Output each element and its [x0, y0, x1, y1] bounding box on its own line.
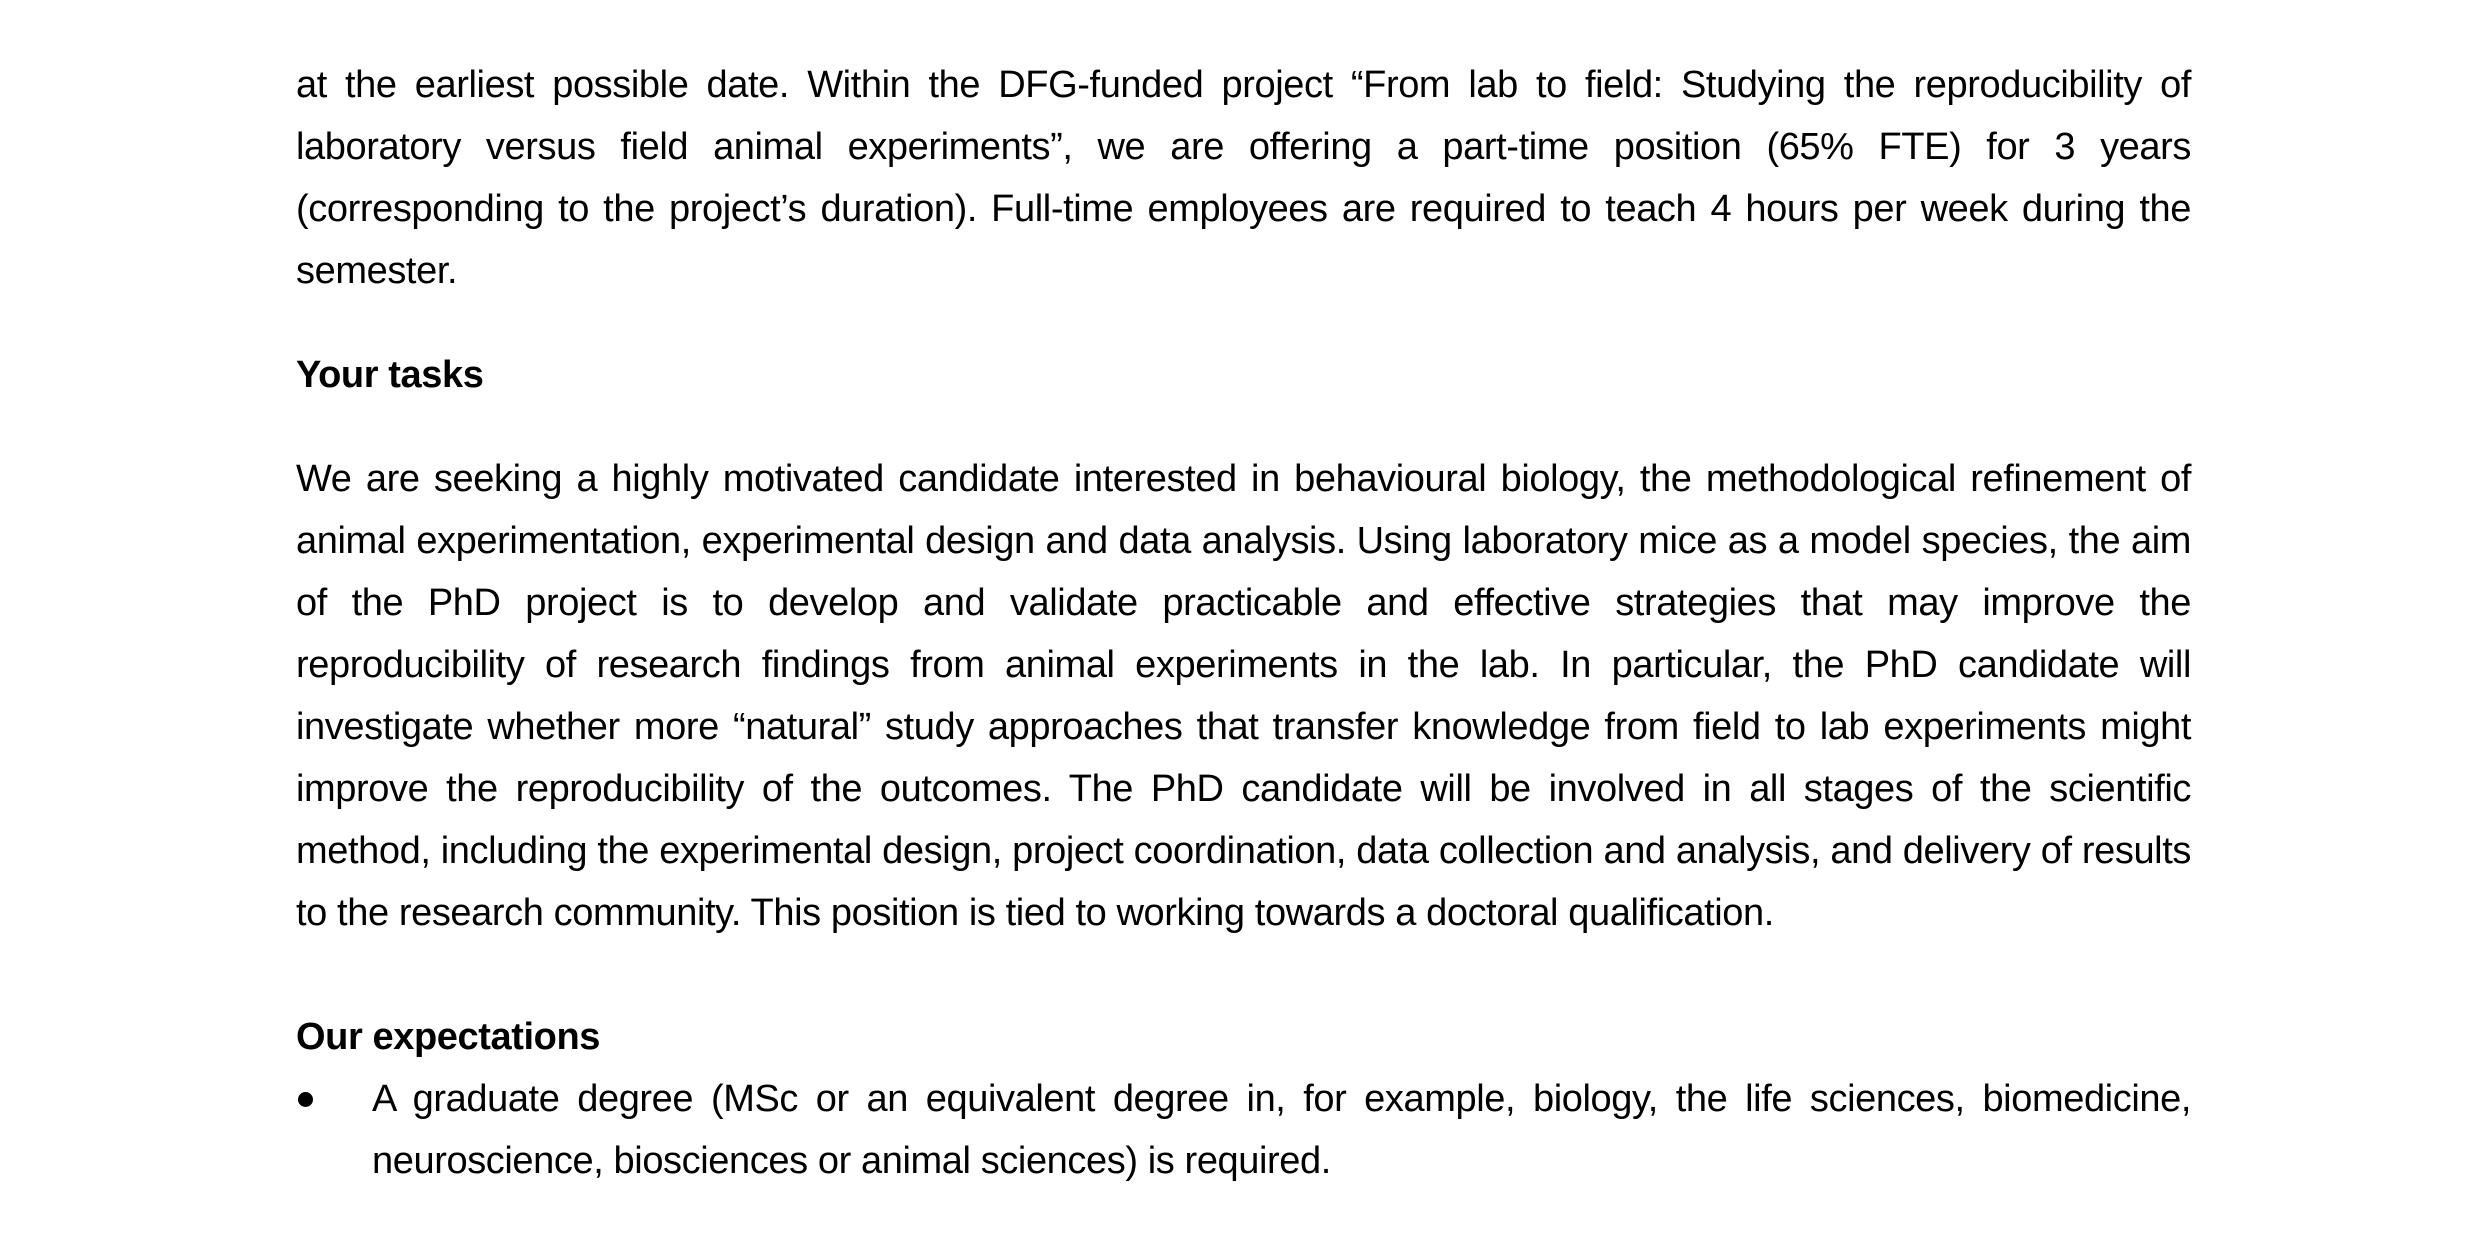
intro-paragraph: at the earliest possible date. Within the DFG-funded project “From lab to field: Studying the reproducibility of laboratory versus field animal experiments”, we are offering a part-time position (65% FTE) for 3 years (corresponding to the project’s duration). Full-time employees are required to teach 4 hours per week during the semester. — [296, 64, 2191, 292]
tasks-heading: Your tasks — [296, 354, 484, 396]
expectations-list — [296, 1068, 2191, 1192]
tasks-paragraph: We are seeking a highly motivated candidate interested in behavioural biology, the methodological refinement of animal experimentation, experimental design and data analysis. Using laboratory mice as a model species, the aim of the PhD project is to develop and validate practicable and effective strategies that may improve the reproducibility of research findings from animal experiments in the lab. In particular, the PhD candidate will investigate whether more “natural” study approaches that transfer knowledge from field to lab experiments might improve the reproducibility of the outcomes. The PhD candidate will be involved in all stages of the scientific method, including the experimental design, project coordination, data collection and analysis, and delivery of results to the research community. This position is tied to working towards a doctoral qualification. — [296, 458, 2191, 934]
bullet-icon — [298, 1092, 313, 1107]
document-content — [296, 54, 2191, 1192]
list-item — [296, 1068, 2191, 1192]
expectations-heading: Our expectations — [296, 1016, 601, 1058]
list-item-text: A graduate degree (MSc or an equivalent degree in, for example, biology, the life sciences, biomedicine, neuroscience, biosciences or animal sciences) is required. — [372, 1078, 2191, 1182]
